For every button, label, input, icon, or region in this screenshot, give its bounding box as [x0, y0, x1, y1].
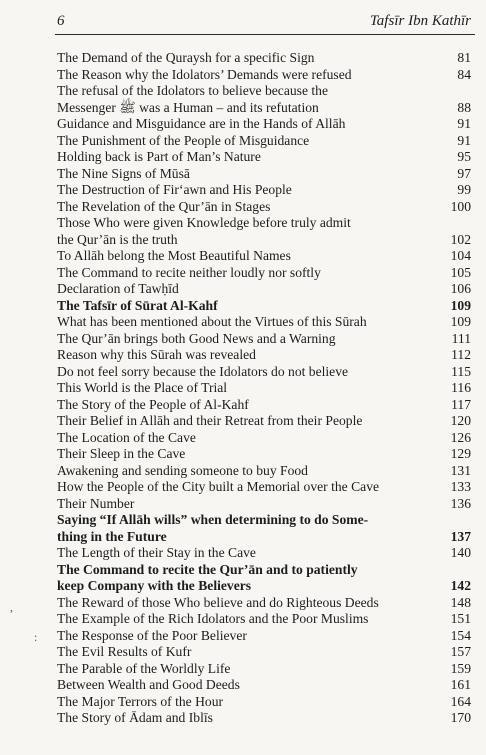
toc-entry [57, 710, 471, 727]
toc-page-number: 159 [450, 660, 471, 676]
toc-page-number: 116 [451, 380, 471, 395]
toc-entry [57, 430, 471, 447]
toc-title: The Tafsīr of Sūrat Al-Kahf [57, 297, 218, 313]
toc-page-number: 117 [451, 396, 471, 412]
toc-page-number: 170 [450, 710, 471, 725]
toc-title: Their Sleep in the Cave [57, 446, 186, 461]
toc-page-number: 100 [450, 198, 471, 214]
toc-page-number: 106 [450, 281, 471, 296]
toc-title: Messenger ﷺ was a Human – and its refutation [57, 99, 319, 115]
toc-page-number: 137 [450, 528, 471, 544]
toc-line [57, 133, 471, 150]
toc-line [57, 463, 471, 480]
toc-line [57, 661, 471, 678]
toc-entry [57, 83, 471, 116]
margin-mark-icon: : [34, 630, 38, 644]
toc-page-number: 131 [450, 462, 471, 478]
toc-title: keep Company with the Believers [57, 578, 252, 593]
toc-title: The Example of the Rich Idolators and the Poor Muslims [57, 611, 369, 626]
toc-line [57, 479, 471, 496]
toc-line [57, 314, 471, 331]
toc-title: The Destruction of Fir‘awn and His People [57, 182, 292, 197]
toc-line [57, 694, 471, 711]
toc-entry [57, 364, 471, 381]
toc-entry [57, 347, 471, 364]
toc-line [57, 166, 471, 183]
toc-page-number: 151 [450, 611, 471, 626]
toc-title: Awakening and sending someone to buy Food [57, 462, 308, 478]
toc-line [57, 149, 471, 166]
toc-title: The Command to recite neither loudly nor softly [57, 264, 321, 280]
toc-line [57, 347, 471, 364]
toc-title: the Qur’ān is the truth [57, 231, 178, 247]
toc-entry [57, 182, 471, 199]
toc-entry [57, 463, 471, 480]
toc-title: This World is the Place of Trial [57, 380, 228, 395]
toc-line [57, 430, 471, 447]
toc-title: Their Number [57, 495, 135, 511]
toc-entry [57, 380, 471, 397]
toc-title: Reason why this Sūrah was revealed [57, 347, 256, 362]
toc-line [57, 380, 471, 397]
toc-entry [57, 694, 471, 711]
toc-title: Guidance and Misguidance are in the Hands of Allāh [57, 116, 346, 131]
toc-page-number: 126 [450, 429, 471, 445]
toc-entry [57, 149, 471, 166]
toc-title: The Command to recite the Qur’ān and to patiently [57, 561, 358, 577]
toc-page-number: 148 [450, 594, 471, 610]
table-of-contents [57, 50, 471, 727]
toc-page-number: 111 [451, 330, 471, 346]
toc-page-number: 105 [450, 264, 471, 280]
toc-line [57, 446, 471, 463]
toc-title: Holding back is Part of Man’s Nature [57, 149, 261, 164]
toc-title: The Demand of the Quraysh for a specific Sign [57, 50, 315, 65]
toc-title: The Evil Results of Kufr [57, 644, 192, 659]
toc-line [57, 413, 471, 430]
toc-page-number: 161 [450, 677, 471, 692]
toc-entry [57, 496, 471, 513]
toc-line [57, 562, 471, 579]
toc-page-number: 129 [450, 446, 471, 461]
toc-entry [57, 413, 471, 430]
toc-line [57, 100, 471, 117]
toc-entry [57, 397, 471, 414]
toc-entry [57, 314, 471, 331]
toc-title: Their Belief in Allāh and their Retreat from their People [57, 413, 363, 428]
toc-line [57, 199, 471, 216]
toc-line [57, 298, 471, 315]
toc-page-number: 112 [451, 347, 471, 362]
toc-entry [57, 595, 471, 612]
running-title: Tafsīr Ibn Kathīr [369, 13, 471, 29]
toc-entry [57, 67, 471, 84]
toc-page-number: 102 [450, 231, 471, 247]
toc-title: What has been mentioned about the Virtues of this Sūrah [57, 314, 367, 329]
toc-line [57, 595, 471, 612]
toc-line [57, 545, 471, 562]
toc-page-number: 115 [451, 363, 471, 379]
toc-title: The Story of the People of Al-Kahf [57, 396, 249, 412]
toc-entry [57, 479, 471, 496]
toc-line [57, 83, 471, 100]
toc-entry [57, 265, 471, 282]
toc-page-number: 109 [450, 297, 471, 313]
toc-page-number: 140 [450, 545, 471, 560]
toc-page-number: 99 [457, 182, 471, 197]
toc-line [57, 331, 471, 348]
toc-entry [57, 50, 471, 67]
toc-entry [57, 644, 471, 661]
toc-line [57, 677, 471, 694]
toc-title: Saying “If Allāh wills” when determining to do Some- [57, 512, 369, 527]
toc-page-number: 142 [450, 578, 471, 593]
toc-entry [57, 215, 471, 248]
toc-page-number: 84 [457, 66, 471, 82]
toc-entry [57, 331, 471, 348]
toc-page-number: 81 [457, 50, 471, 65]
toc-title: The Location of the Cave [57, 429, 196, 445]
toc-entry [57, 562, 471, 595]
toc-entry [57, 677, 471, 694]
toc-line [57, 529, 471, 546]
toc-entry [57, 628, 471, 645]
toc-entry [57, 281, 471, 298]
toc-page-number: 120 [450, 413, 471, 428]
toc-entry [57, 199, 471, 216]
toc-line [57, 364, 471, 381]
toc-title: The Punishment of the People of Misguidance [57, 132, 310, 148]
toc-page-number: 88 [457, 99, 471, 115]
toc-line [57, 67, 471, 84]
toc-entry [57, 133, 471, 150]
toc-title: How the People of the City built a Memorial over the Cave [57, 479, 380, 494]
toc-title: The Parable of the Worldly Life [57, 660, 231, 676]
toc-title: The Qur’ān brings both Good News and a Warning [57, 330, 336, 346]
toc-line [57, 644, 471, 661]
toc-entry [57, 661, 471, 678]
toc-line [57, 397, 471, 414]
toc-line [57, 50, 471, 67]
toc-title: The Reason why the Idolators’ Demands were refused [57, 66, 352, 82]
toc-title: The Major Terrors of the Hour [57, 693, 224, 709]
toc-line [57, 281, 471, 298]
toc-entry [57, 512, 471, 545]
toc-page-number: 97 [457, 165, 471, 181]
toc-title: Do not feel sorry because the Idolators do not believe [57, 363, 349, 379]
toc-line [57, 182, 471, 199]
toc-line [57, 710, 471, 727]
toc-line [57, 265, 471, 282]
toc-line [57, 215, 471, 232]
toc-title: To Allāh belong the Most Beautiful Names [57, 248, 291, 263]
toc-entry [57, 116, 471, 133]
toc-title: Those Who were given Knowledge before truly admit [57, 215, 351, 230]
toc-title: thing in the Future [57, 528, 167, 544]
margin-mark-icon: , [10, 600, 13, 614]
toc-page-number: 91 [457, 132, 471, 148]
toc-line [57, 496, 471, 513]
toc-title: The Reward of those Who believe and do Righteous Deeds [57, 594, 379, 610]
toc-line [57, 578, 471, 595]
toc-entry [57, 248, 471, 265]
toc-title: The Response of the Poor Believer [57, 627, 247, 643]
toc-entry [57, 166, 471, 183]
toc-page-number: 104 [450, 248, 471, 263]
toc-entry [57, 545, 471, 562]
toc-page-number: 109 [450, 314, 471, 329]
toc-line [57, 512, 471, 529]
toc-title: The Nine Signs of Mūsā [57, 165, 190, 181]
page-number: 6 [57, 13, 65, 29]
toc-page-number: 157 [450, 644, 471, 659]
toc-page-number: 154 [450, 627, 471, 643]
toc-title: The Revelation of the Qur’ān in Stages [57, 198, 271, 214]
toc-page-number: 164 [450, 693, 471, 709]
toc-title: Declaration of Tawḥīd [57, 281, 179, 296]
toc-line [57, 628, 471, 645]
toc-title: The Story of Ādam and Iblīs [57, 710, 213, 725]
toc-page-number: 133 [450, 479, 471, 494]
toc-entry [57, 298, 471, 315]
toc-page-number: 91 [457, 116, 471, 131]
toc-title: The Length of their Stay in the Cave [57, 545, 256, 560]
toc-page-number: 136 [450, 495, 471, 511]
toc-title: Between Wealth and Good Deeds [57, 677, 240, 692]
toc-line [57, 116, 471, 133]
toc-line [57, 248, 471, 265]
page-header [55, 8, 475, 35]
toc-page-number: 95 [457, 149, 471, 164]
toc-line [57, 611, 471, 628]
toc-title: The refusal of the Idolators to believe because the [57, 83, 329, 98]
toc-entry [57, 446, 471, 463]
toc-line [57, 232, 471, 249]
toc-entry [57, 611, 471, 628]
